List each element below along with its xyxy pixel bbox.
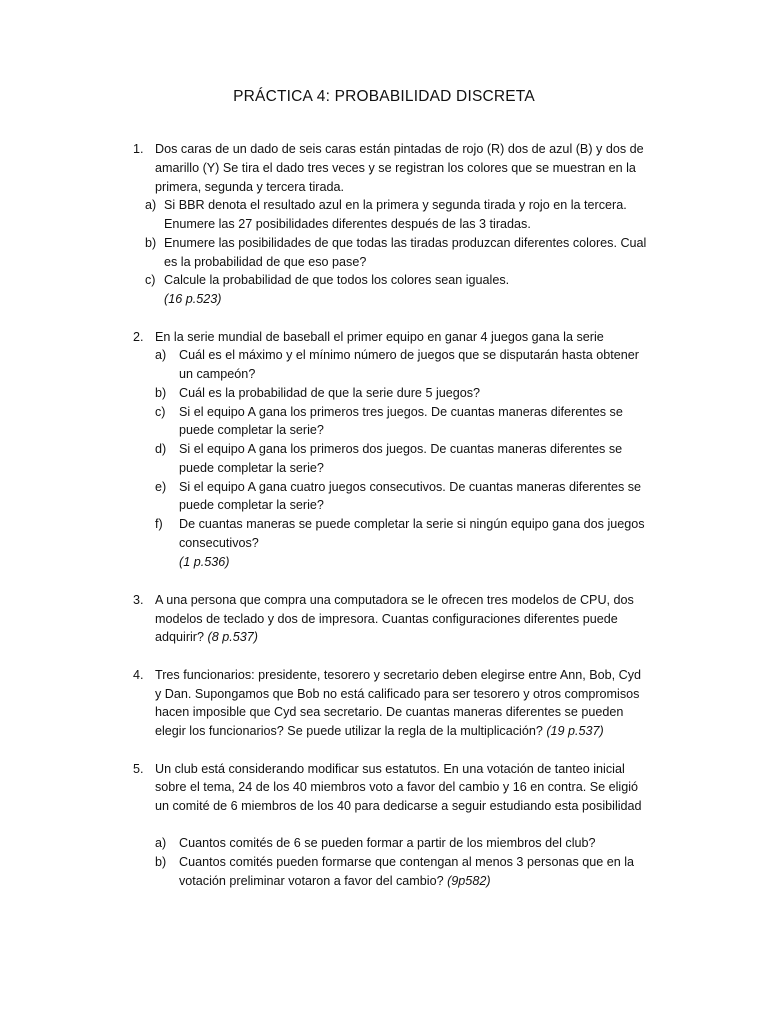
question-text: amarillo (Y) Se tira el dado tres veces y se registran los colores que se muestran en la — [155, 161, 636, 175]
reference — [179, 553, 229, 572]
item-label: f) — [155, 517, 163, 531]
question-number: 1. — [133, 142, 144, 156]
question-text: un comité de 6 miembros de los 40 para dedicarse a seguir estudiando esta posibilidad — [155, 799, 642, 813]
item-label: a) — [155, 348, 167, 362]
item-label: d) — [155, 442, 167, 456]
question-number: 3. — [133, 593, 144, 607]
item-label: b) — [145, 236, 157, 250]
reference — [164, 290, 221, 309]
item-label: a) — [145, 198, 157, 212]
question-text — [155, 628, 258, 647]
question-number: 4. — [133, 668, 144, 682]
item-text: De cuantas maneras se puede completar la serie si ningún equipo gana dos juegos — [179, 517, 645, 531]
question-text: sobre el tema, 24 de los 40 miembros voto a favor del cambio y 16 en contra. Se eligió — [155, 780, 639, 794]
item-text: puede completar la serie? — [179, 423, 324, 437]
item-text: puede completar la serie? — [179, 498, 324, 512]
item-label: c) — [155, 405, 166, 419]
item-text: Cuantos comités pueden formarse que contengan al menos 3 personas que en la — [179, 855, 635, 869]
item-text: un campeón? — [179, 367, 256, 381]
reference-text: (19 p.537) — [546, 724, 604, 738]
reference-text: (9p582) — [447, 874, 491, 888]
item-label: c) — [145, 273, 156, 287]
question-text: A una persona que compra una computadora se le ofrecen tres modelos de CPU, dos — [155, 593, 634, 607]
question-text: y Dan. Supongamos que Bob no está calificado para ser tesorero y otros compromisos — [155, 687, 640, 701]
item-text-part: votación preliminar votaron a favor del cambio? — [179, 874, 444, 888]
item-label: e) — [155, 480, 167, 494]
question-text-part: adquirir? — [155, 630, 205, 644]
reference-text: (16 p.523) — [164, 292, 222, 306]
question-text-part: elegir los funcionarios? Se puede utilizar la regla de la multiplicación? — [155, 724, 543, 738]
item-text: es la probabilidad de que eso pase? — [164, 255, 367, 269]
page-title: PRÁCTICA 4: PROBABILIDAD DISCRETA — [233, 88, 535, 105]
question-number: 2. — [133, 330, 144, 344]
reference-text: (1 p.536) — [179, 555, 230, 569]
item-text: Si el equipo A gana los primeros dos juegos. De cuantas maneras diferentes se — [179, 442, 623, 456]
item-text: Cuál es la probabilidad de que la serie dure 5 juegos? — [179, 386, 481, 400]
reference-text: (8 p.537) — [207, 630, 258, 644]
question-text: Dos caras de un dado de seis caras están pintadas de rojo (R) dos de azul (B) y dos de — [155, 142, 644, 156]
item-label: b) — [155, 855, 167, 869]
question-text: Tres funcionarios: presidente, tesorero y secretario deben elegirse entre Ann, Bob, Cyd — [155, 668, 642, 682]
question-number: 5. — [133, 762, 144, 776]
item-text: Si BBR denota el resultado azul en la primera y segunda tirada y rojo en la tercera. — [164, 198, 627, 212]
item-text: Si el equipo A gana cuatro juegos consecutivos. De cuantas maneras diferentes se — [179, 480, 642, 494]
item-text: Calcule la probabilidad de que todos los colores sean iguales. — [164, 273, 510, 287]
item-text — [179, 872, 491, 891]
question-text: modelos de teclado y dos de impresora. Cuantas configuraciones diferentes puede — [155, 612, 618, 626]
question-text: hacen imposible que Cyd sea secretario. De cuantas maneras diferentes se pueden — [155, 705, 624, 719]
item-text: Enumere las 27 posibilidades diferentes después de las 3 tiradas. — [164, 217, 531, 231]
item-text: Cuál es el máximo y el mínimo número de juegos que se disputarán hasta obtener — [179, 348, 639, 362]
question-text: primera, segunda y tercera tirada. — [155, 180, 344, 194]
item-text: consecutivos? — [179, 536, 259, 550]
item-label: a) — [155, 836, 167, 850]
item-text: Cuantos comités de 6 se pueden formar a partir de los miembros del club? — [179, 836, 596, 850]
question-text: Un club está considerando modificar sus estatutos. En una votación de tanteo inicial — [155, 762, 625, 776]
item-text: puede completar la serie? — [179, 461, 324, 475]
question-text: En la serie mundial de baseball el primer equipo en ganar 4 juegos gana la serie — [155, 330, 604, 344]
item-text: Enumere las posibilidades de que todas las tiradas produzcan diferentes colores. Cual — [164, 236, 647, 250]
item-text: Si el equipo A gana los primeros tres juegos. De cuantas maneras diferentes se — [179, 405, 623, 419]
question-text — [155, 722, 604, 741]
item-label: b) — [155, 386, 167, 400]
